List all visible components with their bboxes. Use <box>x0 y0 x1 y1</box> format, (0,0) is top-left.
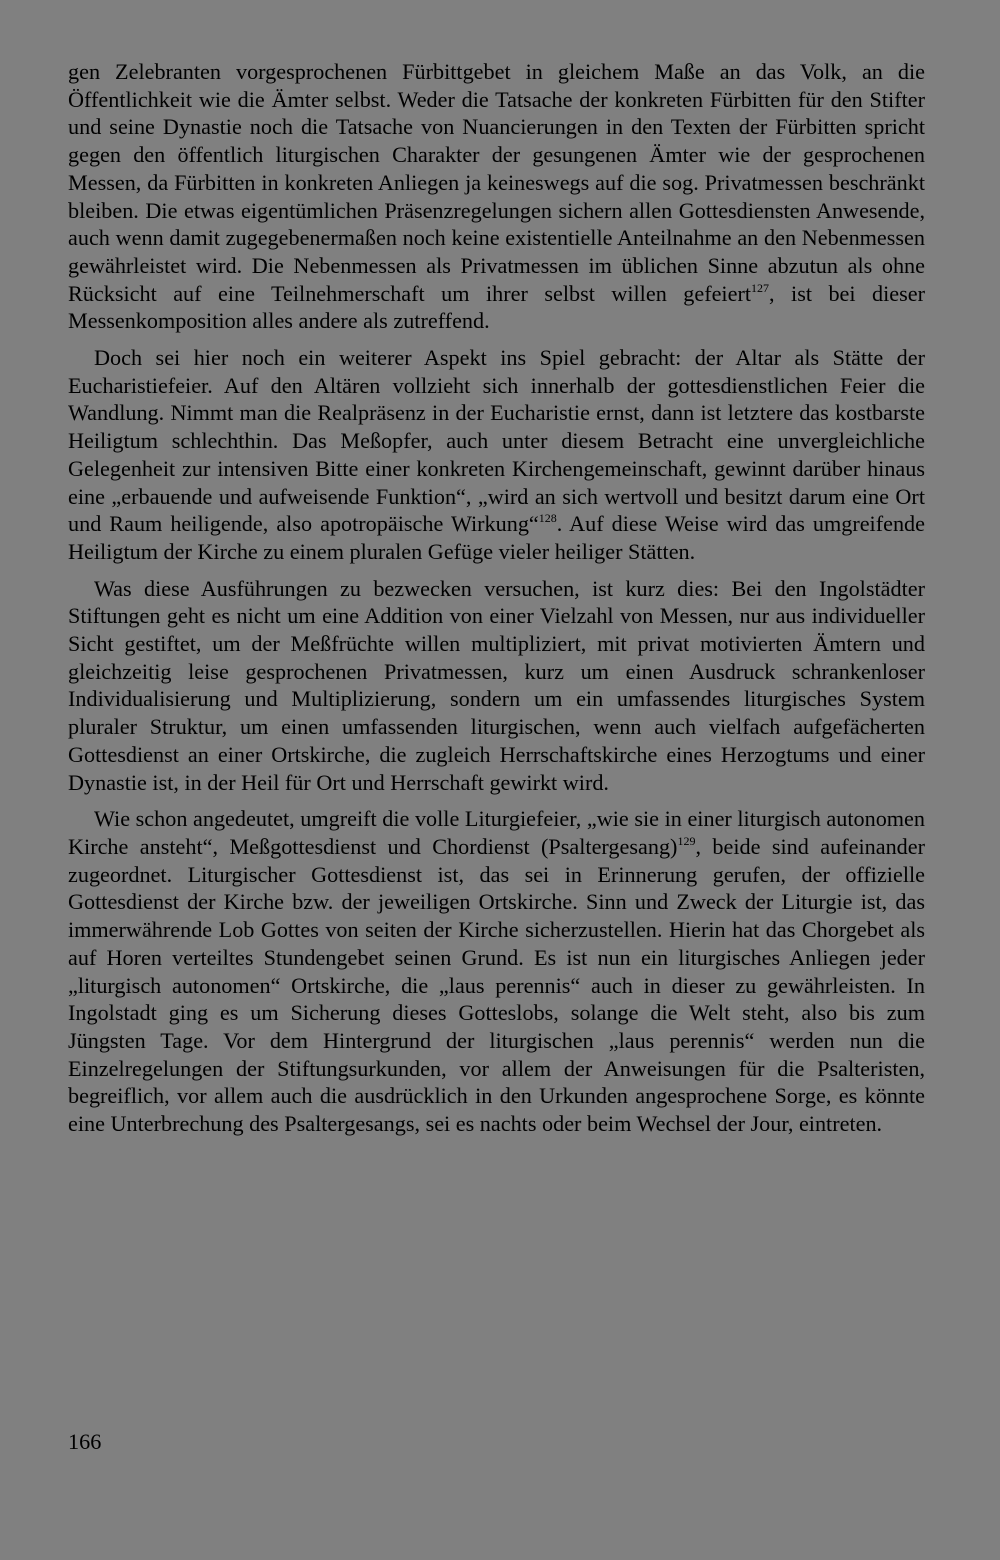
footnote-ref-129[interactable]: 129 <box>677 833 696 848</box>
footnote-ref-128[interactable]: 128 <box>538 511 557 526</box>
text-run: , ist bei dieser Messenkomposition alles andere als zutreffend. <box>68 280 926 334</box>
paragraph-4 <box>68 805 925 1137</box>
text-run: Was diese Ausführungen zu bezwecken versuchen, ist kurz dies: Bei den Ingolstädter Stiftungen geht es nicht um eine Addition von einer Vielzahl von Messen, nur aus individueller Sicht gestiftet, um der Meßfrüchte willen multipliziert, mit privat motivierten Ämtern und gleichzeitig leise gesprochenen Privatmessen, kurz um einen Ausdruck schrankenloser Individualisierung und Multiplizierung, sondern um ein umfassendes liturgisches System pluraler Struktur, um einen umfassenden liturgischen, wenn auch vielfach aufgefächerten Gottesdienst an einer Ortskirche, die zugleich Herrschaftskirche eines Herzogtums und einer Dynastie ist, in der Heil für Ort und Herrschaft gewirkt wird. <box>68 575 925 795</box>
text-run: . Auf diese Weise wird das umgreifende Heiligtum der Kirche zu einem pluralen Gefüge vieler heiliger Stätten. <box>68 511 925 564</box>
footnote-ref-127[interactable]: 127 <box>751 280 770 295</box>
paragraph-3 <box>68 575 925 797</box>
paragraph-2 <box>68 344 925 566</box>
page-number: 166 <box>68 1429 102 1454</box>
paragraph-1 <box>68 58 925 335</box>
text-run: gen Zelebranten vorgesprochenen Fürbittgebet in gleichem Maße an das Volk, an die Öffentlichkeit wie die Ämter selbst. Weder die Tatsache der konkreten Fürbitten für den Stifter und seine Dynastie noch die Tatsache von Nuancierungen in den Texten der Fürbitten spricht gegen den öffentlich liturgischen Charakter der gesungenen Ämter wie der gesprochenen Messen, da Fürbitten in konkreten Anliegen ja keineswegs auf die sog. Privatmessen beschränkt bleiben. Die etwas eigentümlichen Präsenzregelungen sichern allen Gottesdiensten Anwesende, auch wenn damit zugegebenermaßen noch keine existentielle Anteilnahme an den Nebenmessen gewährleistet wird. Die Nebenmessen als Privatmessen im üblichen Sinne abzutun als ohne Rücksicht auf eine Teilnehmerschaft um ihrer selbst willen gefeiert <box>68 59 925 306</box>
text-run: Doch sei hier noch ein weiterer Aspekt ins Spiel gebracht: der Altar als Stätte der Eucharistiefeier. Auf den Altären vollzieht sich innerhalb der gottesdienstlichen Feier die Wandlung. Nimmt man die Realpräsenz in der Eucharistie ernst, dann ist letztere das kostbarste Heiligtum schlechthin. Das Meßopfer, auch unter diesem Betracht eine unvergleichliche Gelegenheit zur intensiven Bitte einer konkreten Kirchengemeinschaft, gewinnt darüber hinaus eine „erbauende und aufweisende Funktion“, „wird an sich wertvoll und besitzt darum eine Ort und Raum heiligende, also apotropäische Wirkung“ <box>68 345 925 537</box>
text-run: Wie schon angedeutet, umgreift die volle Liturgiefeier, „wie sie in einer liturgisch autonomen Kirche ansteht“, Meßgottesdienst und Chordienst (Psaltergesang) <box>68 806 925 859</box>
text-run: , beide sind aufeinander zugeordnet. Liturgischer Gottesdienst ist, das sei in Erinnerung gerufen, der offizielle Gottesdienst der Kirche bzw. der jeweiligen Ortskirche. Sinn und Zweck der Liturgie ist, das immerwährende Lob Gottes von seiten der Kirche sicherzustellen. Hierin hat das Chorgebet als auf Horen verteiltes Stundengebet seinen Grund. Es ist nun ein liturgisches Anliegen jeder „liturgisch autonomen“ Ortskirche, die „laus perennis“ auch in dieser zu gewährleisten. In Ingolstadt ging es um Sicherung dieses Gotteslobs, solange die Welt steht, also bis zum Jüngsten Tage. Vor dem Hintergrund der liturgischen „laus perennis“ werden nun die Einzelregelungen der Stiftungsurkunden, vor allem der Anweisungen für die Psalteristen, begreiflich, vor allem auch die ausdrücklich in den Urkunden angesprochene Sorge, es könnte eine Unterbrechung des Psaltergesangs, sei es nachts oder beim Wechsel der Jour, eintreten. <box>68 833 925 1137</box>
page-body <box>68 58 925 1138</box>
